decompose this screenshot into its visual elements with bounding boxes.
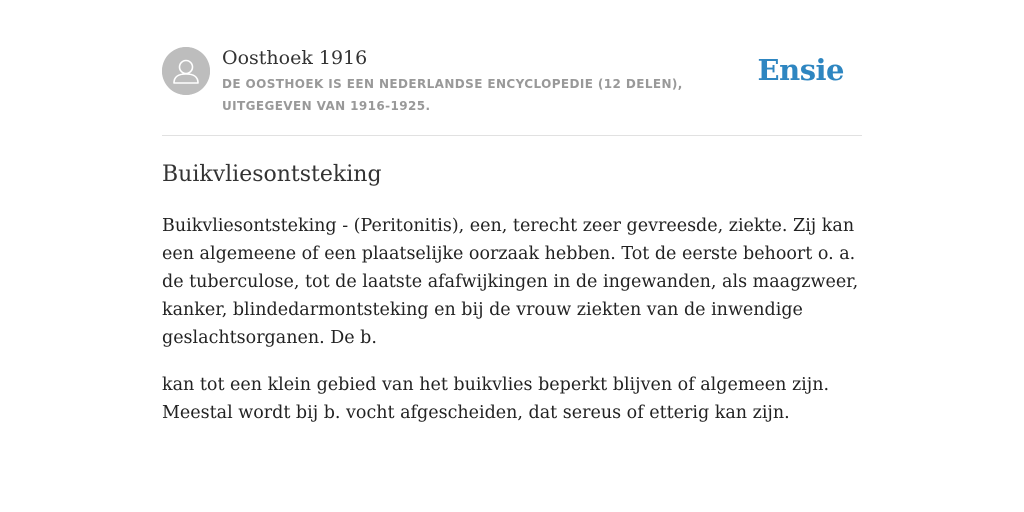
article-paragraph: kan tot een klein gebied van het buikvlies beperkt blijven of algemeen zijn. Meestal wordt bij b. vocht afgescheiden, dat sereus of etterig kan zijn. (162, 375, 830, 423)
source-header (162, 44, 862, 136)
article-body (162, 212, 862, 446)
source-description: DE OOSTHOEK IS EEN NEDERLANDSE ENCYCLOPEDIE (12 DELEN), UITGEGEVEN VAN 1916-1925. (222, 77, 683, 113)
divider (162, 135, 862, 136)
source-title[interactable]: Oosthoek 1916 (222, 47, 368, 69)
article-paragraph: Buikvliesontsteking - (Peritonitis), een, terecht zeer gevreesde, ziekte. Zij kan een algemeene of een plaatselijke oorzaak hebben. Tot de eerste behoort o. a. de tuberculose, tot de laatste afafwijkingen in de ingewanden, als maagzweer, kanker, blindedarmontsteking en bij de vrouw ziekten van de inwendige geslachtsorganen. De b. (162, 216, 859, 348)
brand-logo[interactable]: Ensie (757, 53, 844, 87)
article-title: Buikvliesontsteking (162, 162, 382, 187)
user-icon[interactable] (162, 47, 210, 95)
